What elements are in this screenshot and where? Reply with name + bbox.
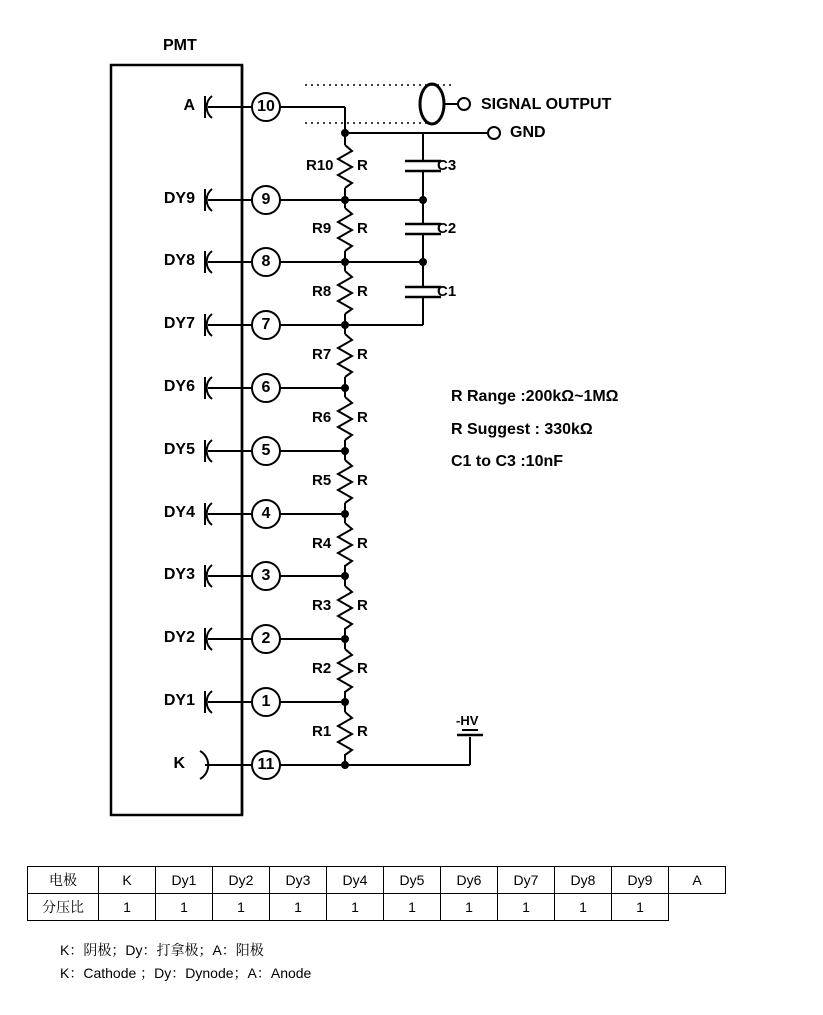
resistor-label-r4: R4 — [312, 535, 332, 552]
pin-number-7: 7 — [261, 316, 271, 333]
table-cell-ratio-7: 1 — [441, 894, 498, 921]
table-cell-electrode-dy5: Dy5 — [384, 867, 441, 894]
pin-number-1: 1 — [261, 693, 271, 710]
table-cell-ratio-10: 1 — [612, 894, 669, 921]
signal-output-branch — [305, 84, 500, 139]
legend-chinese: K：阴极；Dy：打拿极；A：阳极 — [60, 942, 264, 958]
resistor-value-r5: R — [357, 472, 368, 489]
capacitor-label-c3: C3 — [437, 157, 457, 174]
resistor-value-r4: R — [357, 535, 368, 552]
table-cell-ratio-1: 1 — [99, 894, 156, 921]
table-cell-electrode-dy6: Dy6 — [441, 867, 498, 894]
table-cell-electrode-dy1: Dy1 — [156, 867, 213, 894]
gnd-label: GND — [510, 124, 546, 141]
table-cell-electrode-k: K — [99, 867, 156, 894]
resistor-label-r1: R1 — [312, 723, 332, 740]
resistor-label-r2: R2 — [312, 660, 332, 677]
table-cell-ratio-4: 1 — [270, 894, 327, 921]
pin-number-2: 2 — [261, 630, 271, 647]
resistor-label-r3: R3 — [312, 597, 332, 614]
pin-label-dy1: DY1 — [163, 692, 195, 709]
note-c-value: C1 to C3 :10nF — [451, 453, 564, 470]
resistor-label-r9: R9 — [312, 220, 332, 237]
table-cell-ratio-8: 1 — [498, 894, 555, 921]
table-cell-electrode-dy7: Dy7 — [498, 867, 555, 894]
table-cell-electrode-dy4: Dy4 — [327, 867, 384, 894]
resistor-value-r9: R — [357, 220, 368, 237]
table-cell-ratio-9: 1 — [555, 894, 612, 921]
pin-label-dy3: DY3 — [163, 566, 195, 583]
resistor-label-r8: R8 — [312, 283, 332, 300]
pin-label-dy5: DY5 — [163, 441, 195, 458]
pin-number-11: 11 — [257, 756, 275, 773]
resistor-label-r7: R7 — [312, 346, 332, 363]
pmt-title: PMT — [163, 37, 197, 54]
table-row-electrodes — [28, 867, 726, 894]
pin-label-dy6: DY6 — [163, 378, 195, 395]
resistor-value-r2: R — [357, 660, 368, 677]
table-cell-electrode-dy8: Dy8 — [555, 867, 612, 894]
pin-label-dy9: DY9 — [163, 190, 195, 207]
capacitor-label-c1: C1 — [437, 283, 457, 300]
resistor-value-r7: R — [357, 346, 368, 363]
table-header-ratio: 分压比 — [28, 894, 99, 921]
resistor-value-r10: R — [357, 157, 368, 174]
table-cell-electrode-dy2: Dy2 — [213, 867, 270, 894]
divider-ratio-table — [27, 866, 726, 921]
pin-number-5: 5 — [261, 442, 271, 459]
pin-label-dy4: DY4 — [163, 504, 195, 521]
resistor-value-r6: R — [357, 409, 368, 426]
table-row-ratios — [28, 894, 726, 921]
pin-label-dy2: DY2 — [163, 629, 195, 646]
resistor-label-r10: R10 — [306, 157, 334, 174]
pin-number-8: 8 — [261, 253, 271, 270]
table-header-electrode: 电极 — [28, 867, 99, 894]
table-cell-ratio-3: 1 — [213, 894, 270, 921]
note-r-suggest: R Suggest : 330kΩ — [451, 421, 593, 438]
table-cell-electrode-dy3: Dy3 — [270, 867, 327, 894]
hv-label: -HV — [456, 713, 479, 728]
resistor-value-r8: R — [357, 283, 368, 300]
note-r-range: R Range :200kΩ~1MΩ — [451, 388, 619, 405]
capacitor-label-c2: C2 — [437, 220, 457, 237]
table-cell-ratio-5: 1 — [327, 894, 384, 921]
table-cell-ratio-6: 1 — [384, 894, 441, 921]
table-cell-ratio-2: 1 — [156, 894, 213, 921]
pin-number-3: 3 — [261, 567, 271, 584]
pin-number-6: 6 — [261, 379, 271, 396]
pin-label-k: K — [173, 755, 185, 772]
pin-number-10: 10 — [257, 98, 275, 115]
table-cell-electrode-dy9: Dy9 — [612, 867, 669, 894]
resistor-label-r6: R6 — [312, 409, 332, 426]
pin-label-a: A — [183, 97, 195, 114]
resistor-value-r3: R — [357, 597, 368, 614]
table-cell-electrode-a: A — [669, 867, 726, 894]
resistor-chain — [338, 107, 352, 765]
resistor-value-r1: R — [357, 723, 368, 740]
legend-english: K：Cathode ；Dy：Dynode；A：Anode — [60, 965, 312, 981]
pin-number-4: 4 — [261, 505, 271, 522]
pin-number-9: 9 — [261, 191, 271, 208]
pin-label-dy8: DY8 — [163, 252, 195, 269]
pin-label-dy7: DY7 — [163, 315, 195, 332]
resistor-label-r5: R5 — [312, 472, 332, 489]
signal-output-label: SIGNAL OUTPUT — [481, 96, 612, 113]
